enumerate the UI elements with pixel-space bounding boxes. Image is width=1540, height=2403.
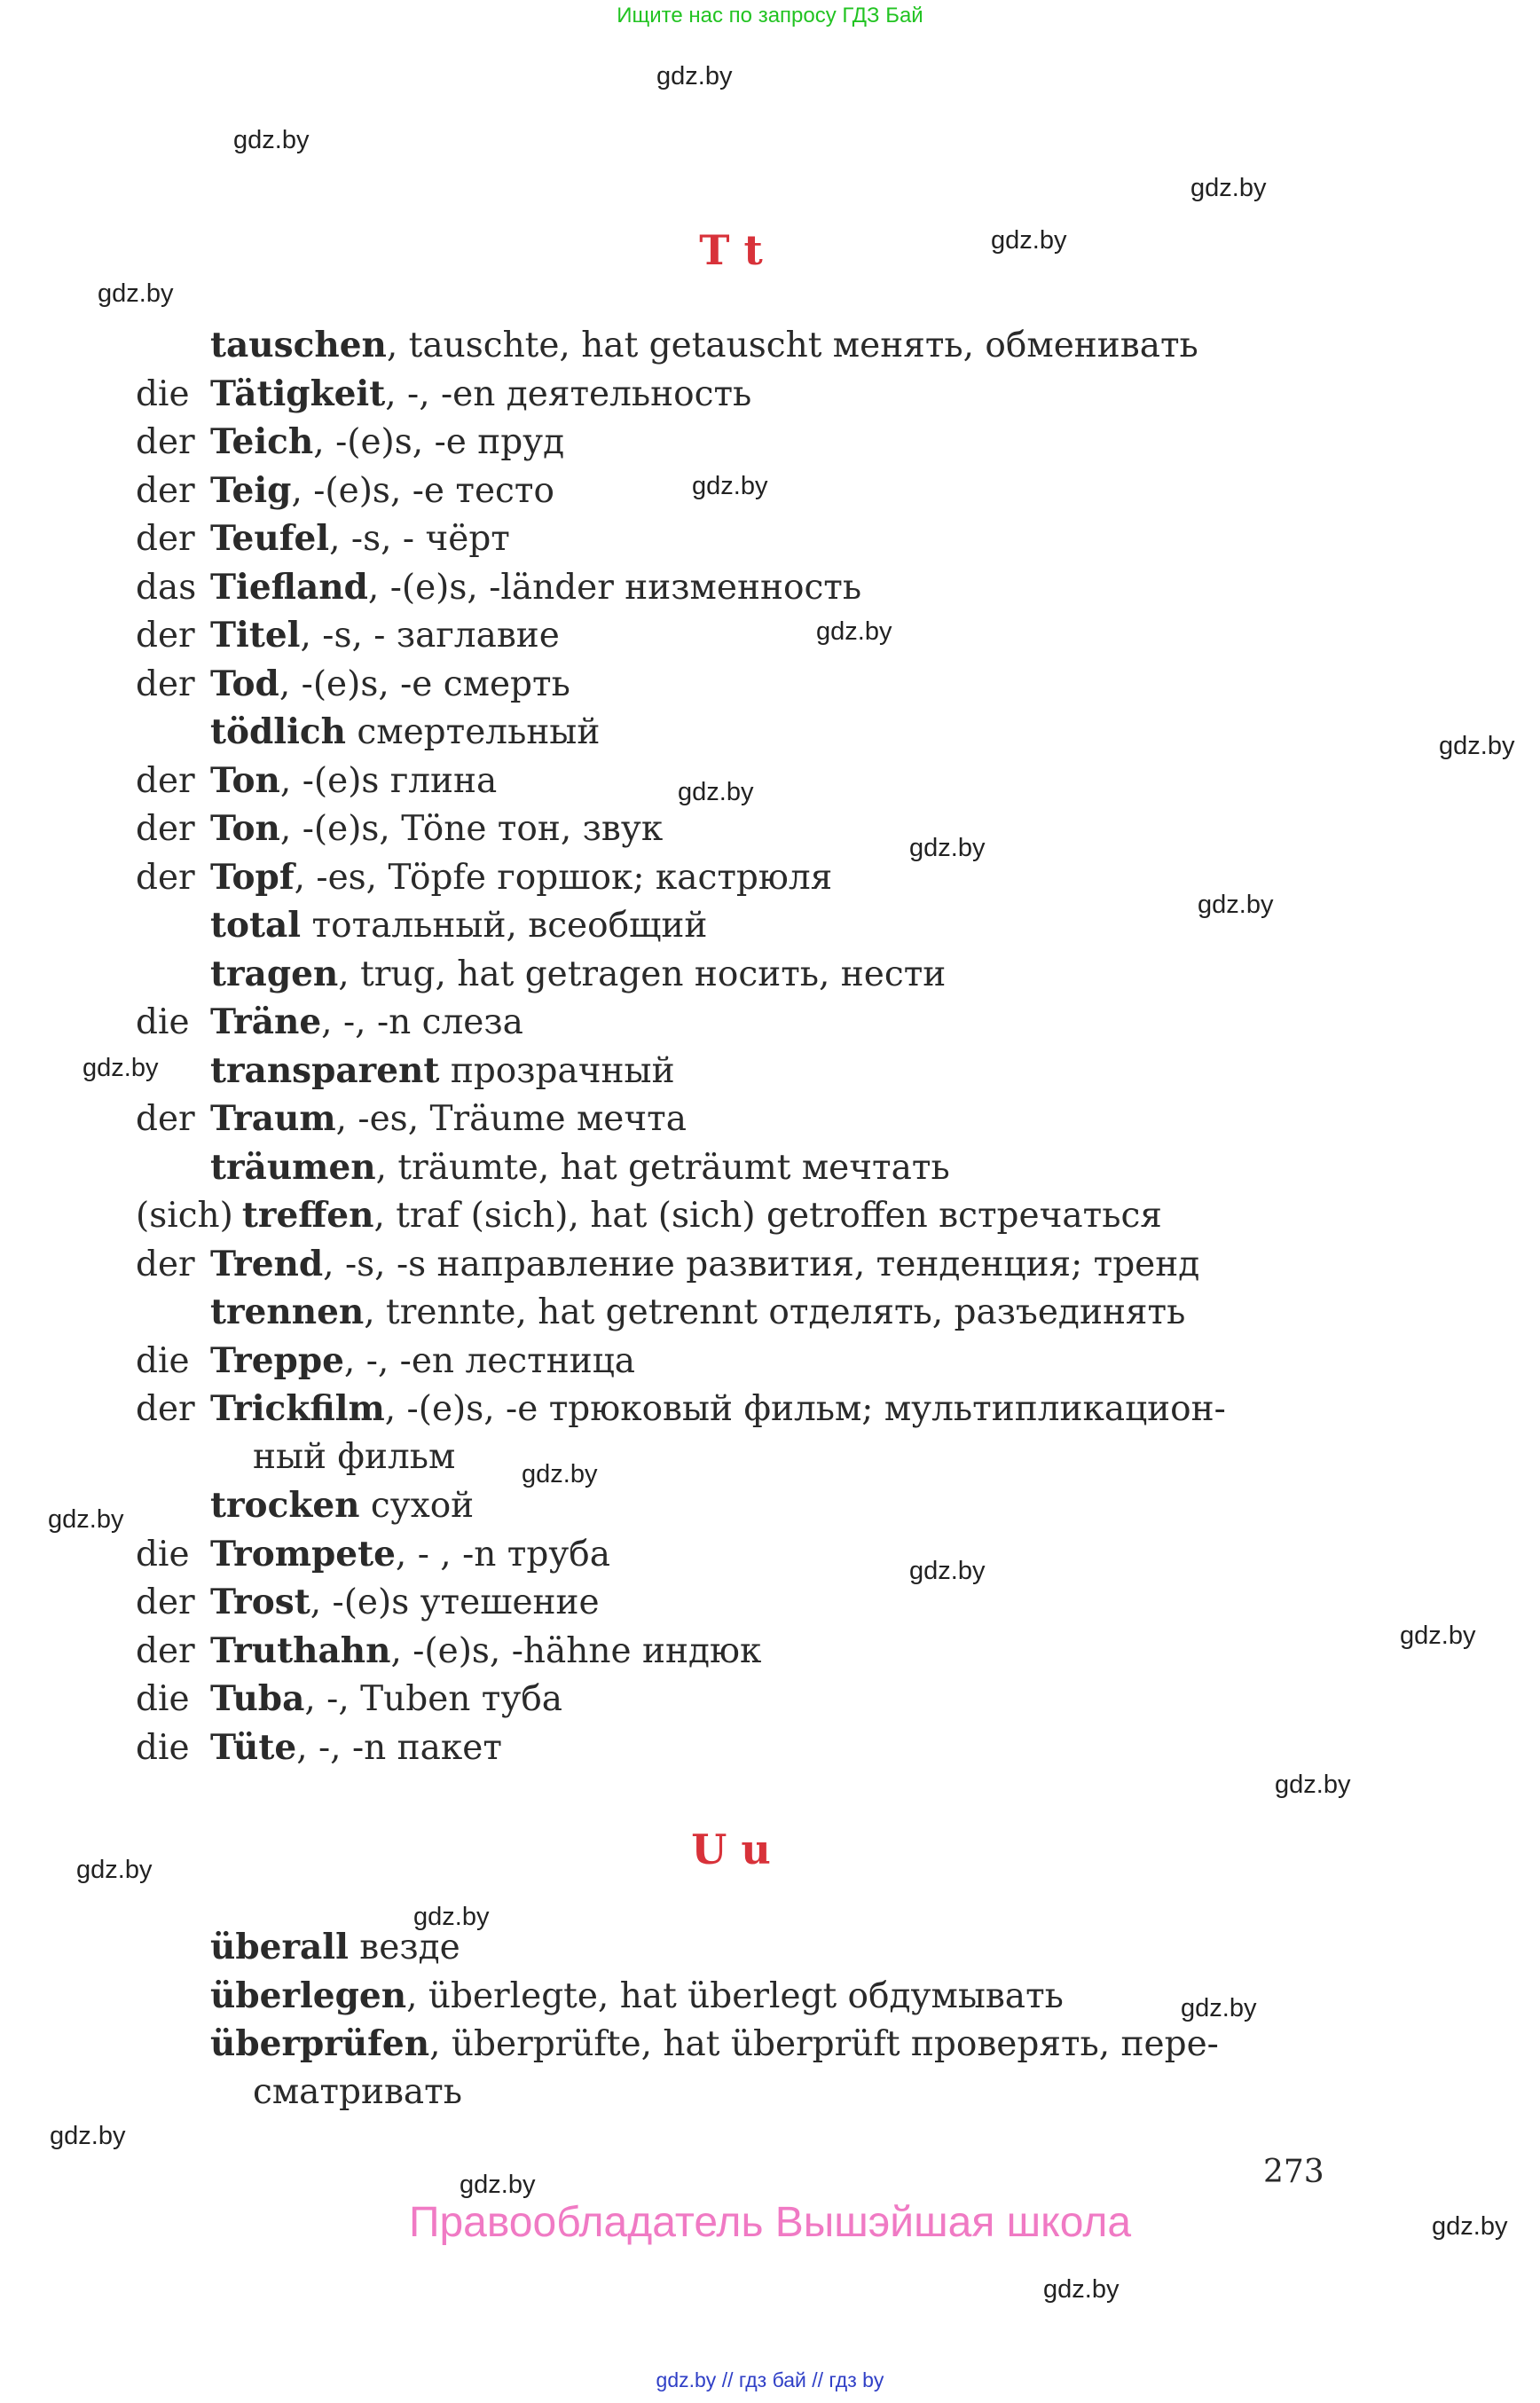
dictionary-entry	[136, 1481, 474, 1530]
bottom-links[interactable]: gdz.by // гдз бай // гдз by	[656, 2368, 884, 2391]
entry-headword: Traum	[210, 1098, 336, 1139]
entry-article: der	[136, 1244, 195, 1284]
entry-definition: , -, -en деятельность	[385, 373, 752, 414]
dictionary-entry	[136, 998, 523, 1047]
section-title-t: T t	[699, 226, 763, 274]
entry-definition: прозрачный	[439, 1050, 675, 1091]
dictionary-entry	[136, 660, 570, 709]
entry-article: der	[136, 1099, 195, 1139]
watermark: gdz.by	[1181, 1994, 1257, 2022]
entry-definition: , -s, - чёрт	[329, 519, 510, 559]
entry-definition: , -(e)s, -e тесто	[291, 470, 554, 511]
entry-definition: тотальный, всеобщий	[301, 906, 708, 946]
dictionary-entry	[136, 1240, 1199, 1289]
entry-article: der	[136, 1630, 195, 1671]
entry-article: der	[136, 1582, 195, 1622]
entry-headword: Ton	[210, 808, 280, 849]
entry-article: der	[136, 857, 195, 898]
watermark: gdz.by	[1190, 174, 1267, 202]
dictionary-entry	[136, 1972, 1064, 2021]
watermark: gdz.by	[522, 1460, 598, 1488]
entry-headword: Träne	[210, 1001, 322, 1042]
entry-definition: смертельный	[346, 712, 601, 752]
dictionary-entry	[136, 321, 1198, 370]
entry-headword: Ton	[210, 759, 280, 801]
entry-article: die	[136, 1340, 190, 1381]
dictionary-entry	[136, 467, 554, 515]
dictionary-entry	[136, 1724, 502, 1772]
dictionary-entry	[136, 1530, 610, 1579]
watermark: gdz.by	[233, 126, 310, 154]
entry-headword: treffen	[241, 1195, 374, 1236]
watermark: gdz.by	[1439, 732, 1515, 760]
entry-headword: tödlich	[210, 711, 347, 752]
dictionary-entry	[136, 418, 564, 467]
entry-article: der	[136, 422, 195, 462]
entry-headword: trennen	[210, 1292, 365, 1332]
dictionary-entry	[136, 901, 707, 950]
dictionary-entry	[136, 1337, 635, 1386]
entry-article: der	[136, 519, 195, 559]
watermark: gdz.by	[1043, 2275, 1120, 2304]
entry-definition: , -(e)s, -e пруд	[313, 422, 565, 462]
dictionary-entry	[136, 950, 946, 999]
dictionary-entry	[136, 1095, 687, 1143]
entry-headword: Teig	[210, 469, 292, 511]
entry-definition: , -, -n слеза	[321, 1002, 523, 1042]
dictionary-entry	[136, 611, 560, 660]
watermark: gdz.by	[909, 1557, 986, 1585]
entry-definition: , -(e)s, -länder низменность	[367, 567, 862, 608]
entry-headword: Treppe	[210, 1339, 344, 1381]
entry-headword: Titel	[210, 615, 301, 656]
entry-definition: , -es, Töpfe горшок; кастрюля	[294, 857, 833, 898]
entry-headword: Trend	[210, 1243, 324, 1284]
dictionary-entry	[136, 2020, 1219, 2069]
entry-headword: trocken	[210, 1485, 360, 1526]
entry-headword: Trickfilm	[210, 1388, 385, 1429]
entry-definition: , trug, hat getragen носить, нести	[338, 954, 947, 994]
dictionary-entry	[136, 708, 600, 757]
entry-definition: , überprüfte, hat überprüft проверять, пере-	[429, 2024, 1219, 2064]
dictionary-entry	[136, 853, 832, 902]
dictionary-entry	[136, 1627, 761, 1676]
entry-headword: Truthahn	[210, 1629, 391, 1671]
entry-definition: , -(e)s глина	[279, 760, 498, 801]
entry-headword: Teufel	[210, 518, 330, 559]
watermark: gdz.by	[76, 1856, 153, 1884]
entry-headword: träumen	[210, 1146, 376, 1188]
entry-headword: Teich	[210, 421, 314, 462]
watermark: gdz.by	[1400, 1622, 1476, 1650]
dictionary-entry	[136, 1191, 1162, 1240]
entry-headword: überprüfen	[210, 2023, 430, 2064]
watermark: gdz.by	[460, 2171, 536, 2199]
section-title-u: U u	[691, 1826, 771, 1873]
entry-definition: ный фильм	[253, 1436, 456, 1477]
entry-article: die	[136, 1534, 190, 1575]
entry-headword: total	[210, 905, 302, 946]
dictionary-entry	[136, 1675, 562, 1724]
dictionary-entry	[136, 1047, 675, 1095]
dictionary-entry	[136, 563, 861, 612]
dictionary-entry	[136, 1923, 460, 1972]
entry-article: das	[136, 567, 197, 608]
entry-definition: везде	[348, 1928, 460, 1967]
entry-definition: , traf (sich), hat (sich) getroffen встречаться	[373, 1196, 1162, 1236]
watermark: gdz.by	[1275, 1771, 1351, 1799]
entry-headword: Tuba	[210, 1678, 305, 1719]
dictionary-entry	[253, 1433, 455, 1481]
entry-definition: сматривать	[253, 2071, 462, 2112]
entry-definition: , -es, Träume мечта	[335, 1099, 687, 1139]
entry-headword: überlegen	[210, 1975, 407, 2016]
entry-definition: , -(e)s, -e трюковый фильм; мультипликацион-	[384, 1389, 1226, 1429]
entry-headword: Trompete	[210, 1533, 396, 1575]
dictionary-entry	[136, 1385, 1226, 1433]
entry-article: der	[136, 809, 195, 849]
watermark: gdz.by	[82, 1054, 159, 1082]
entry-definition: , - , -n труба	[395, 1534, 610, 1575]
entry-definition: , -, Tuben туба	[304, 1679, 563, 1719]
page-number: 273	[1263, 2154, 1324, 2190]
entry-article: die	[136, 1002, 190, 1042]
watermark: gdz.by	[816, 617, 892, 646]
entry-headword: Topf	[210, 856, 295, 898]
entry-definition: , -s, -s направление развития, тенденция; тренд	[323, 1244, 1200, 1284]
entry-article: die	[136, 1679, 190, 1719]
entry-definition: сухой	[359, 1486, 475, 1526]
watermark: gdz.by	[48, 1505, 124, 1534]
entry-headword: tragen	[210, 953, 339, 994]
watermark: gdz.by	[98, 279, 174, 308]
entry-article: der	[136, 664, 195, 704]
footer-rights: Правообладатель Вышэйшая школа	[408, 2199, 1132, 2246]
dictionary-entry	[136, 514, 510, 563]
watermark: gdz.by	[50, 2122, 126, 2150]
entry-definition: , -, -en лестница	[343, 1340, 636, 1381]
watermark: gdz.by	[1432, 2212, 1508, 2241]
entry-headword: transparent	[210, 1049, 440, 1091]
entry-definition: , -(e)s, Töne тон, звук	[279, 809, 664, 849]
dictionary-entry	[136, 370, 751, 419]
watermark: gdz.by	[1198, 891, 1274, 919]
entry-headword: Tüte	[210, 1726, 297, 1768]
entry-definition: , trennte, hat getrennt отделять, разъединять	[364, 1292, 1186, 1332]
entry-headword: Tiefland	[210, 566, 368, 608]
entry-article: die	[136, 373, 190, 414]
entry-definition: , -, -n пакет	[296, 1727, 502, 1768]
entry-definition: , -(e)s, -hähne индюк	[390, 1630, 762, 1671]
entry-headword: Tätigkeit	[210, 373, 386, 414]
watermark: gdz.by	[656, 62, 733, 90]
entry-article: (sich)	[136, 1196, 233, 1236]
dictionary-entry	[136, 1578, 600, 1627]
dictionary-entry	[253, 2069, 462, 2116]
entry-article: der	[136, 1389, 195, 1429]
watermark: gdz.by	[678, 778, 754, 806]
entry-definition: , träumte, hat geträumt мечтать	[375, 1147, 950, 1188]
dictionary-entry	[136, 1143, 950, 1192]
dictionary-entry	[136, 805, 663, 853]
entry-article: der	[136, 616, 195, 656]
entry-definition: , -s, - заглавие	[300, 616, 560, 656]
entry-headword: Tod	[210, 663, 279, 704]
entry-definition: , tauschte, hat getauscht менять, обменивать	[386, 326, 1198, 365]
dictionary-entry	[136, 757, 497, 805]
watermark: gdz.by	[991, 226, 1067, 255]
entry-headword: tauschen	[210, 325, 387, 365]
entry-definition: , überlegte, hat überlegt обдумывать	[406, 1975, 1064, 2016]
watermark: gdz.by	[692, 472, 768, 500]
watermark: gdz.by	[909, 834, 986, 862]
watermark: gdz.by	[413, 1903, 490, 1931]
entry-article: die	[136, 1727, 190, 1768]
entry-definition: , -(e)s утешение	[310, 1582, 600, 1622]
entry-article: der	[136, 760, 195, 801]
entry-headword: Trost	[210, 1582, 310, 1622]
entry-article: der	[136, 470, 195, 511]
entry-definition: , -(e)s, -e смерть	[279, 664, 570, 704]
top-banner[interactable]: Ищите нас по запросу ГДЗ Бай	[617, 4, 923, 27]
dictionary-entry	[136, 1288, 1185, 1337]
entry-headword: überall	[210, 1927, 349, 1967]
